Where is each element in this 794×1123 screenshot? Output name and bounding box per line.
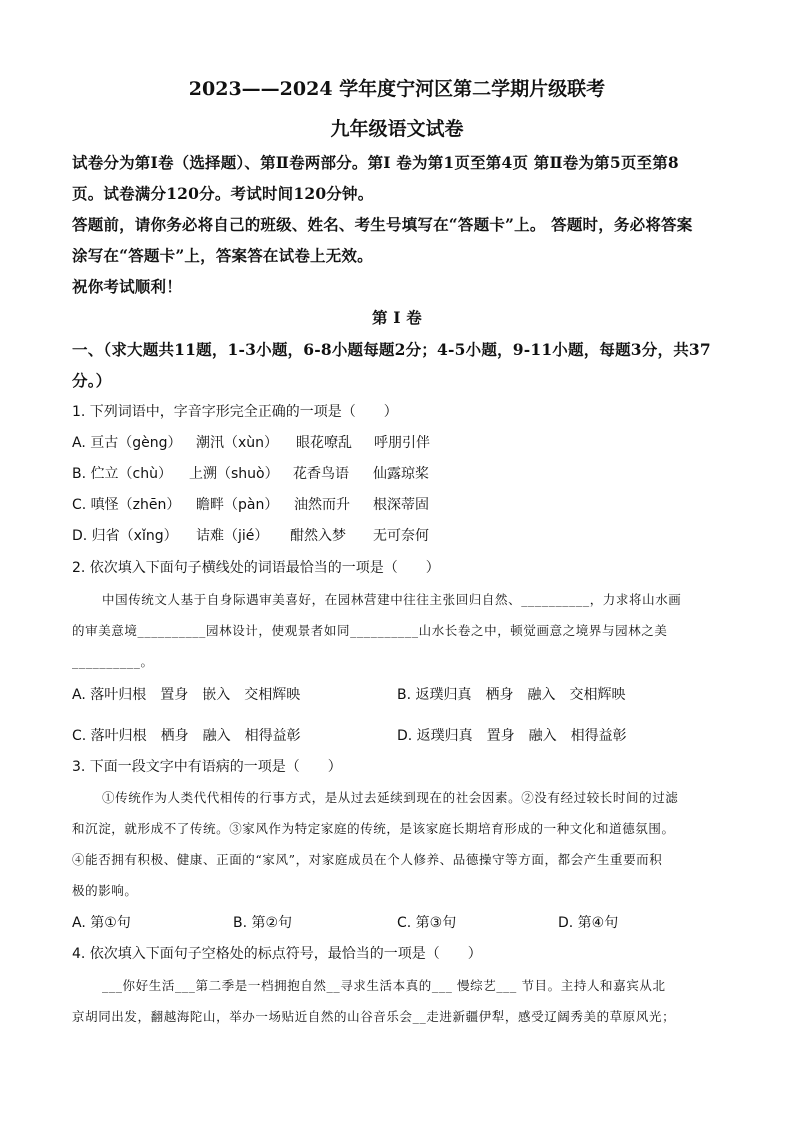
q3-option-d: D. 第④句: [558, 915, 619, 931]
exam-title: 2023——2024 学年度宁河区第二学期片级联考: [188, 78, 606, 100]
q2-option-b: B. 返璞归真 栖身 融入 交相辉映: [397, 687, 626, 703]
exam-subtitle: 九年级语文试卷: [330, 118, 464, 140]
q3-option-b: B. 第②句: [233, 915, 293, 931]
q3-passage-line-1: ①传统作为人类代代相传的行事方式，是从过去延续到现在的社会因素。②没有经过较长时间的过滤: [102, 790, 679, 805]
q1-d-word-1: D. 归省（xǐng）: [72, 528, 178, 544]
q1-d-word-4: 无可奈何: [373, 528, 429, 544]
q4-passage-line-1: ___你好生活___第二季是一档拥抱自然__寻求生活本真的___ 慢综艺___ 节目。主持人和嘉宾从北: [102, 978, 666, 993]
q3-stem: 3. 下面一段文字中有语病的一项是（ ）: [72, 759, 342, 775]
q1-option-a: [72, 432, 430, 452]
intro-line-1: 试卷分为第Ⅰ卷（选择题）、第Ⅱ卷两部分。第Ⅰ 卷为第1页至第4页 第Ⅱ卷为第5页至第8: [72, 153, 679, 172]
intro-line-4: 涂写在“答题卡”上，答案答在试卷上无效。: [72, 246, 373, 265]
intro-line-5: 祝你考试顺利！: [72, 277, 182, 296]
part1-heading-line-2: 分。）: [72, 371, 112, 390]
q2-passage-line-1: 中国传统文人基于自身际遇审美喜好，在园林营建中往往主张回归自然、__________，力求将山水画: [102, 592, 682, 607]
q3-option-c: C. 第③句: [397, 915, 457, 931]
q1-b-word-2: 上溯（shuò）: [189, 466, 279, 482]
intro-line-3: 答题前，请你务必将自己的班级、姓名、考生号填写在“答题卡”上。 答题时，务必将答案: [72, 215, 693, 234]
q3-passage-line-4: 极的影响。: [72, 883, 138, 898]
q1-option-d: [72, 525, 429, 545]
q2-option-a: A. 落叶归根 置身 嵌入 交相辉映: [72, 687, 301, 703]
q2-option-d: D. 返璞归真 置身 融入 相得益彰: [397, 728, 627, 744]
q1-b-word-1: B. 伫立（chù）: [72, 466, 172, 482]
q1-b-word-3: 花香鸟语: [293, 466, 349, 482]
q1-c-word-2: 瞻畔（pàn）: [196, 497, 279, 513]
intro-line-2: 页。试卷满分120分。考试时间120分钟。: [72, 184, 374, 203]
q2-stem: 2. 依次填入下面句子横线处的词语最恰当的一项是（ ）: [72, 560, 440, 576]
q2-option-c: C. 落叶归根 栖身 融入 相得益彰: [72, 728, 301, 744]
q1-c-word-4: 根深蒂固: [373, 497, 429, 513]
q3-passage-line-3: ④能否拥有积极、健康、正面的“家风”，对家庭成员在个人修养、品德操守等方面，都会产生重要而积: [72, 852, 663, 867]
q1-d-word-3: 酣然入梦: [290, 528, 346, 544]
q1-a-word-1: A. 亘古（gèng）: [72, 435, 182, 451]
q4-stem: 4. 依次填入下面句子空格处的标点符号，最恰当的一项是（ ）: [72, 946, 482, 962]
q2-passage-line-2: 的审美意境__________园林设计，使观景者如同__________山水长卷之中，顿觉画意之境界与园林之美: [72, 623, 668, 638]
q1-option-c: [72, 494, 429, 514]
q1-c-word-3: 油然而升: [294, 497, 350, 513]
q1-b-word-4: 仙露琼桨: [373, 466, 429, 482]
q3-passage-line-2: 和沉淀，就形成不了传统。③家风作为特定家庭的传统，是该家庭长期培育形成的一种文化和道德氛围。: [72, 821, 675, 836]
q3-option-a: A. 第①句: [72, 915, 131, 931]
q1-option-b: [72, 463, 429, 483]
part1-heading-line-1: 一、（求大题共11题，1-3小题，6-8小题每题2分；4-5小题，9-11小题，每题3分，共37: [72, 340, 711, 359]
q2-passage-line-3: __________。: [72, 654, 154, 669]
q1-c-word-1: C. 嗔怪（zhēn）: [72, 497, 181, 513]
q1-d-word-2: 诘难（jié）: [196, 528, 269, 544]
q1-stem: 1. 下列词语中，字音字形完全正确的一项是（ ）: [72, 404, 398, 420]
q1-a-word-2: 潮汛（xùn）: [196, 435, 279, 451]
q1-a-word-3: 眼花嘹乱: [296, 435, 352, 451]
q4-passage-line-2: 京胡同出发，翻越海陀山，举办一场贴近自然的山谷音乐会__走进新疆伊犁，感受辽阔秀美的草原风光；: [72, 1009, 676, 1024]
q1-a-word-4: 呼朋引伴: [374, 435, 430, 451]
section-title: 第 Ⅰ 卷: [371, 308, 423, 327]
